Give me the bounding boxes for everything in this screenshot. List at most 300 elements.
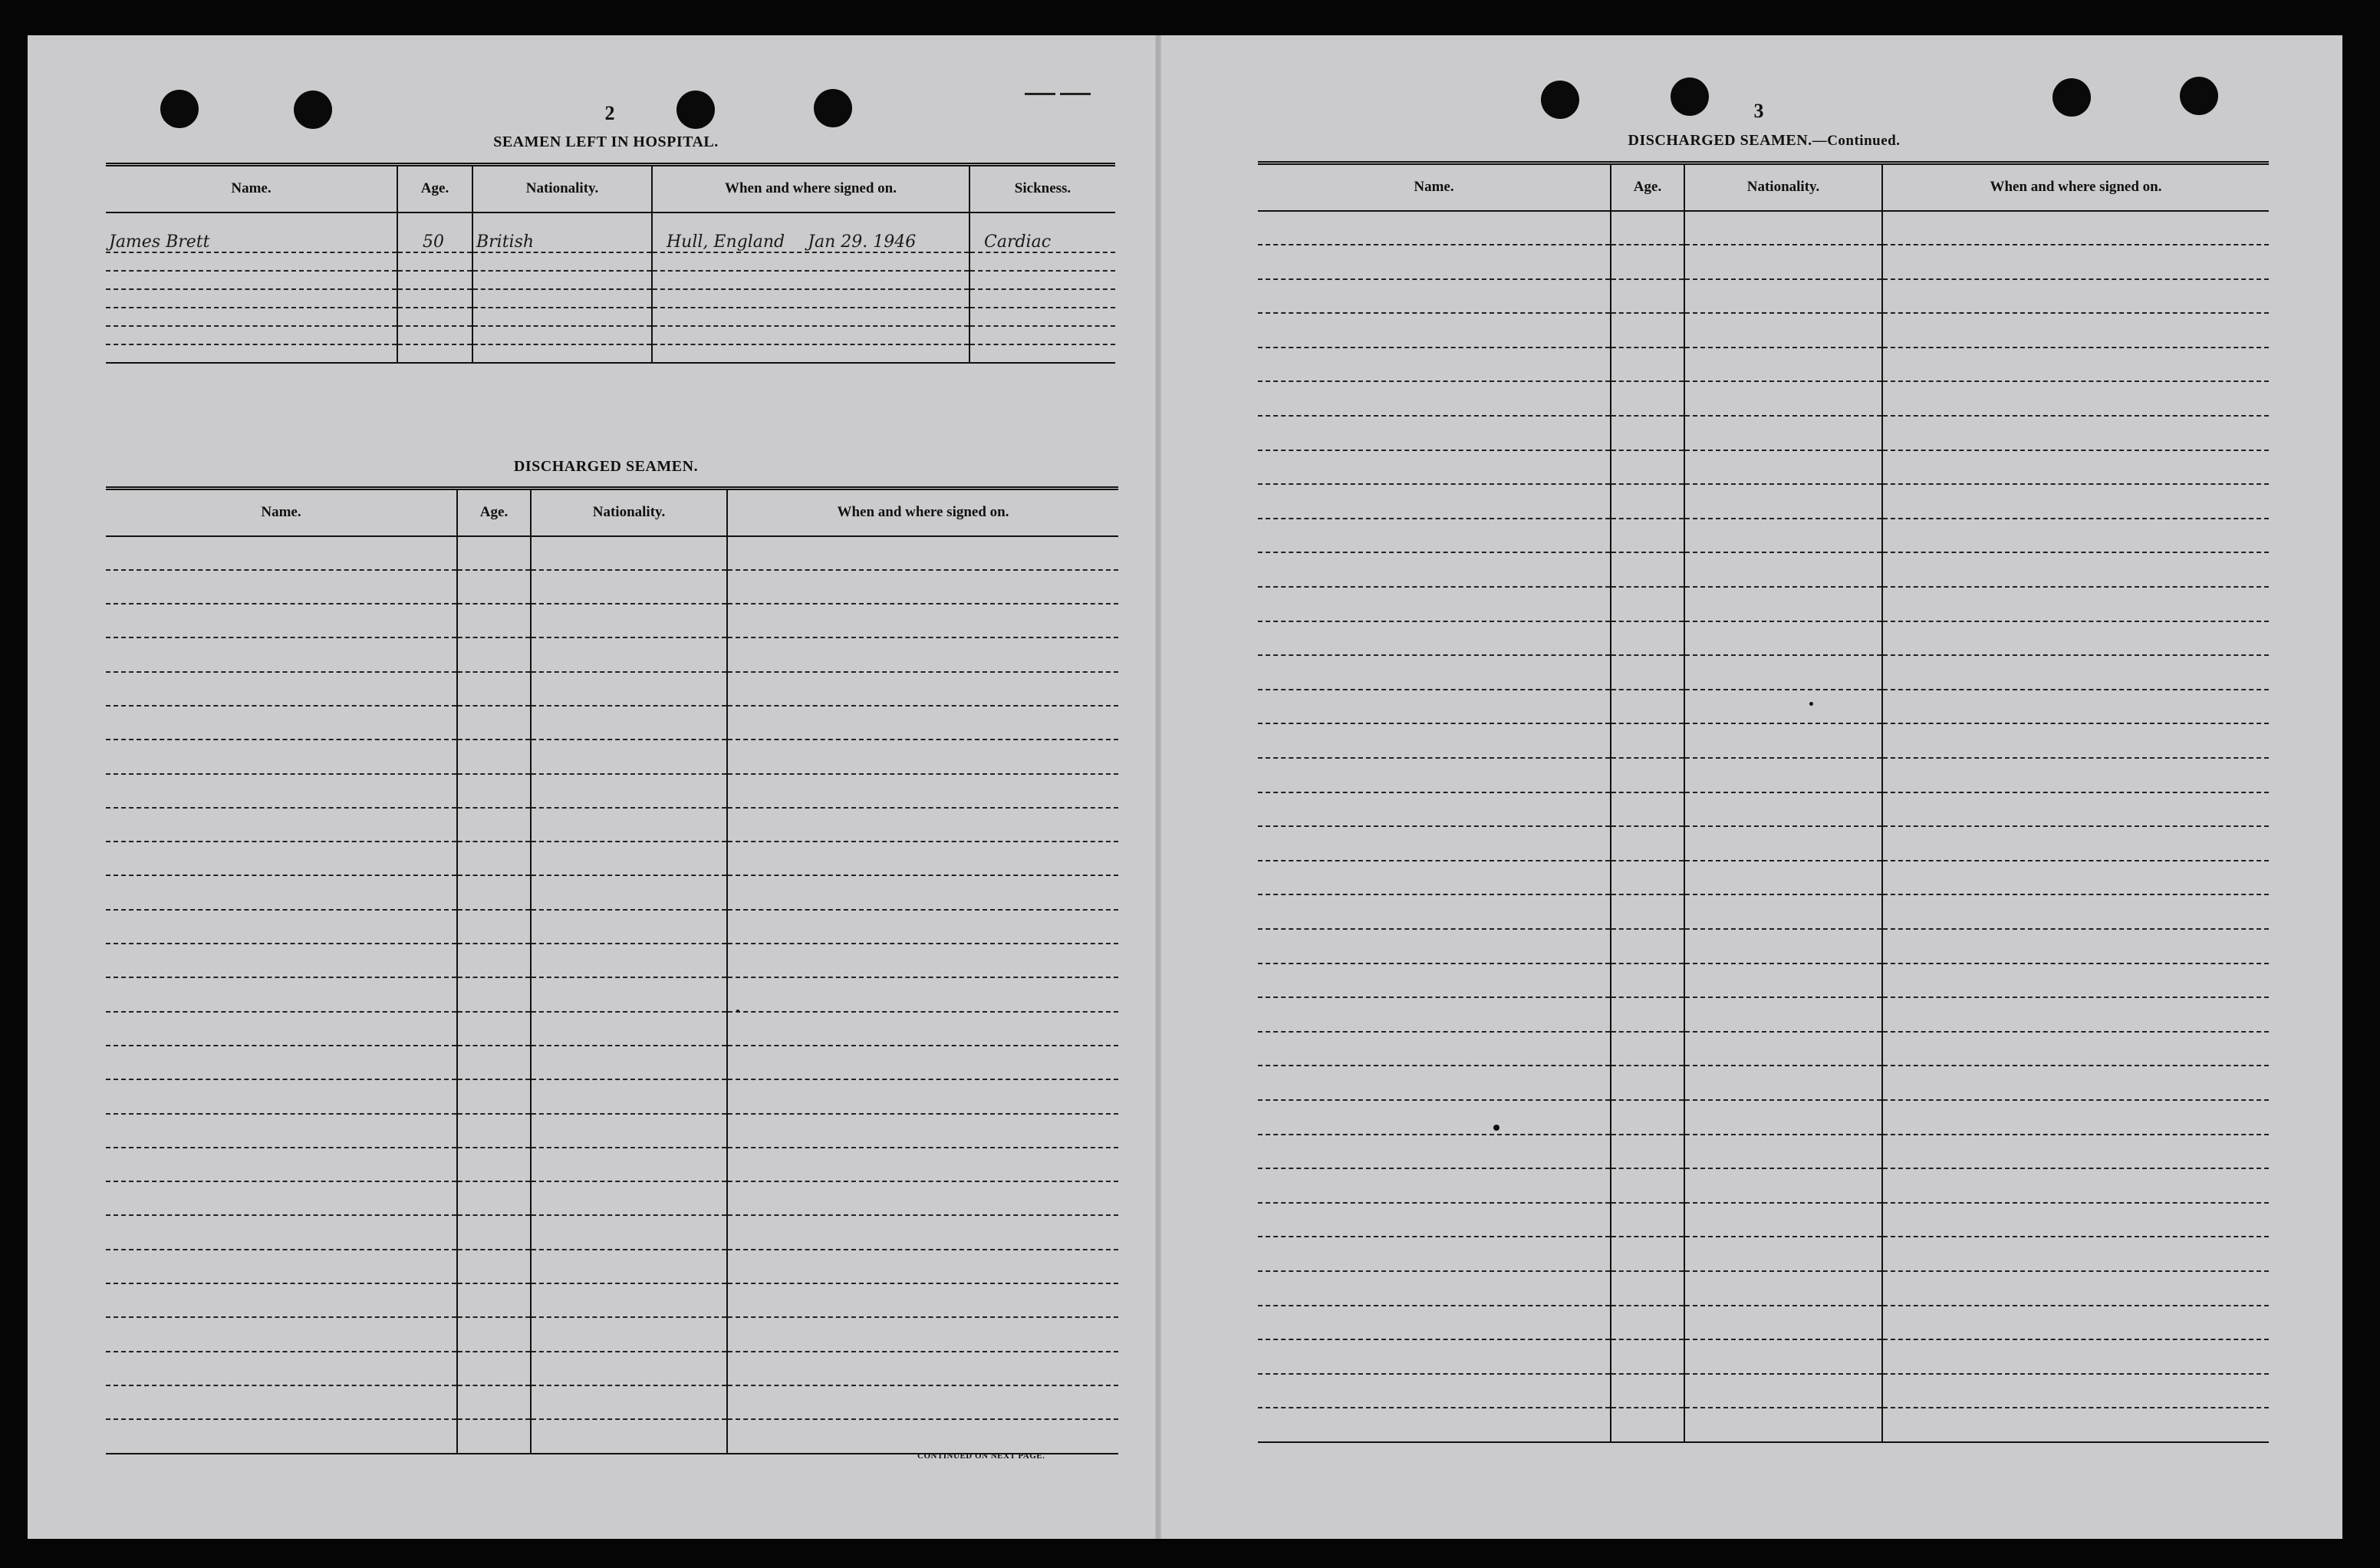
table-row — [106, 774, 1118, 808]
seaman-signed-on — [652, 212, 969, 252]
table-cell — [1258, 1237, 1611, 1271]
table-row — [106, 706, 1118, 740]
punch-hole — [814, 89, 852, 127]
table-cell — [1258, 826, 1611, 861]
seaman-nationality: British — [472, 212, 652, 252]
table-cell — [1611, 552, 1684, 587]
table-cell — [1882, 1408, 2269, 1442]
table-row — [1258, 1237, 2269, 1271]
table-cell — [106, 637, 457, 671]
table-cell — [1684, 1306, 1882, 1340]
table-cell — [1684, 1237, 1882, 1271]
seaman-sickness: Cardiac — [969, 212, 1115, 252]
table-cell — [1258, 1168, 1611, 1203]
table-row — [1258, 381, 2269, 416]
table-cell — [1258, 1408, 1611, 1442]
table-cell — [1611, 723, 1684, 758]
table-cell — [1611, 758, 1684, 792]
table-cell — [1611, 313, 1684, 348]
table-cell — [1258, 655, 1611, 690]
table-cell — [1258, 552, 1611, 587]
table-cell — [1611, 1066, 1684, 1100]
table-cell — [727, 637, 1118, 671]
table-cell — [727, 910, 1118, 944]
table-cell — [531, 1114, 727, 1148]
table-cell — [457, 1012, 531, 1046]
table-row — [106, 212, 1115, 252]
table-cell — [1258, 997, 1611, 1032]
column-header-nationality: Nationality. — [531, 489, 727, 536]
table-cell — [1684, 1135, 1882, 1169]
column-header-sickness: Sickness. — [969, 165, 1115, 212]
table-row — [106, 672, 1118, 706]
table-row — [106, 977, 1118, 1011]
column-header-name: Name. — [1258, 163, 1611, 211]
discharged-continued-title: DISCHARGED SEAMEN.—Continued. — [1628, 132, 1901, 149]
table-cell — [1882, 1271, 2269, 1306]
table-row — [1258, 450, 2269, 485]
table-cell — [1684, 894, 1882, 929]
table-cell — [1258, 929, 1611, 964]
table-row — [106, 1215, 1118, 1249]
table-cell — [457, 1181, 531, 1215]
table-cell — [106, 740, 457, 773]
table-cell — [1258, 1135, 1611, 1169]
table-row — [1258, 929, 2269, 964]
table-cell — [1882, 723, 2269, 758]
table-cell — [727, 740, 1118, 773]
table-cell — [1611, 997, 1684, 1032]
table-cell — [106, 672, 457, 706]
table-cell — [457, 604, 531, 637]
table-cell — [1258, 279, 1611, 314]
table-cell — [457, 774, 531, 808]
table-cell — [457, 1215, 531, 1249]
table-cell — [1882, 313, 2269, 348]
column-header-nationality: Nationality. — [1684, 163, 1882, 211]
table-cell — [1882, 1374, 2269, 1408]
table-cell — [457, 1250, 531, 1283]
table-cell — [1882, 1168, 2269, 1203]
table-row — [106, 740, 1118, 773]
table-cell — [1258, 1271, 1611, 1306]
table-cell — [727, 570, 1118, 604]
table-cell — [531, 740, 727, 773]
table-cell — [531, 808, 727, 842]
table-cell — [531, 875, 727, 909]
table-cell — [531, 570, 727, 604]
hospital-table — [106, 163, 1115, 364]
table-cell — [1611, 484, 1684, 519]
table-cell — [531, 1317, 727, 1351]
table-cell — [1882, 279, 2269, 314]
table-cell — [457, 1046, 531, 1079]
column-header-nationality: Nationality. — [472, 165, 652, 212]
table-row — [106, 604, 1118, 637]
table-cell — [1258, 381, 1611, 416]
table-cell — [727, 1181, 1118, 1215]
column-header-signed-on: When and where signed on. — [652, 165, 969, 212]
table-row — [1258, 313, 2269, 348]
table-cell — [1882, 826, 2269, 861]
table-cell — [1684, 552, 1882, 587]
column-header-age: Age. — [397, 165, 472, 212]
table-cell — [1684, 929, 1882, 964]
table-cell — [1882, 416, 2269, 450]
table-cell — [457, 1079, 531, 1113]
discharged-section-title: DISCHARGED SEAMEN. — [513, 458, 699, 475]
table-cell — [457, 1419, 531, 1453]
table-cell — [457, 1114, 531, 1148]
table-cell — [1882, 1237, 2269, 1271]
table-cell — [1882, 1339, 2269, 1374]
table-cell — [531, 1283, 727, 1317]
table-cell — [1258, 861, 1611, 895]
column-header-name: Name. — [106, 489, 457, 536]
table-cell — [1684, 1203, 1882, 1237]
table-cell — [531, 536, 727, 570]
signed-on-place: Hull, England — [667, 232, 785, 252]
table-cell — [457, 637, 531, 671]
table-cell — [531, 1250, 727, 1283]
table-cell — [727, 536, 1118, 570]
table-cell — [1611, 348, 1684, 382]
table-row — [1258, 1135, 2269, 1169]
table-row — [1258, 758, 2269, 792]
table-cell — [1258, 894, 1611, 929]
seaman-age: 50 — [397, 212, 472, 252]
table-cell — [457, 672, 531, 706]
table-cell — [727, 1114, 1118, 1148]
table-row — [1258, 348, 2269, 382]
table-cell — [1611, 1135, 1684, 1169]
punch-hole — [2052, 78, 2091, 117]
table-cell — [1258, 313, 1611, 348]
table-cell — [1684, 1100, 1882, 1135]
table-row — [1258, 1339, 2269, 1374]
table-cell — [457, 706, 531, 740]
table-row — [106, 1079, 1118, 1113]
table-cell — [727, 1385, 1118, 1419]
table-cell — [1684, 997, 1882, 1032]
table-row — [1258, 416, 2269, 450]
table-row — [1258, 861, 2269, 895]
ink-mark — [1060, 93, 1091, 95]
table-cell — [106, 1148, 457, 1181]
table-cell — [1882, 348, 2269, 382]
table-row — [106, 1046, 1118, 1079]
table-row — [1258, 826, 2269, 861]
table-cell — [727, 706, 1118, 740]
table-cell — [106, 774, 457, 808]
table-cell — [1258, 519, 1611, 553]
table-cell — [1684, 792, 1882, 827]
table-cell — [457, 536, 531, 570]
table-cell — [1882, 1066, 2269, 1100]
table-cell — [457, 1148, 531, 1181]
table-row — [106, 1250, 1118, 1283]
table-cell — [1684, 381, 1882, 416]
table-cell — [1882, 929, 2269, 964]
table-row — [106, 1352, 1118, 1385]
table-cell — [1882, 997, 2269, 1032]
table-row — [106, 1181, 1118, 1215]
table-row — [106, 1317, 1118, 1351]
table-cell — [1684, 861, 1882, 895]
table-cell — [1611, 1168, 1684, 1203]
table-cell — [727, 1215, 1118, 1249]
table-cell — [1684, 450, 1882, 485]
column-header-signed-on: When and where signed on. — [1882, 163, 2269, 211]
table-cell — [1611, 1408, 1684, 1442]
table-cell — [1611, 1339, 1684, 1374]
table-cell — [531, 672, 727, 706]
table-cell — [727, 944, 1118, 977]
table-cell — [531, 842, 727, 875]
table-row — [1258, 1032, 2269, 1066]
table-row — [1258, 1066, 2269, 1100]
table-cell — [1611, 826, 1684, 861]
table-cell — [457, 910, 531, 944]
hospital-section-title: SEAMEN LEFT IN HOSPITAL. — [493, 133, 719, 150]
table-cell — [1684, 621, 1882, 656]
table-cell — [1882, 1100, 2269, 1135]
table-cell — [1258, 484, 1611, 519]
table-cell — [1258, 587, 1611, 621]
table-row — [1258, 723, 2269, 758]
table-cell — [1882, 519, 2269, 553]
table-cell — [727, 1046, 1118, 1079]
table-cell — [1684, 313, 1882, 348]
table-cell — [106, 706, 457, 740]
table-cell — [1611, 1374, 1684, 1408]
table-cell — [1611, 587, 1684, 621]
table-cell — [1882, 450, 2269, 485]
page-number: 3 — [1753, 100, 1764, 122]
table-cell — [1258, 964, 1611, 998]
column-header-name: Name. — [106, 165, 397, 212]
table-cell — [457, 944, 531, 977]
table-cell — [531, 1148, 727, 1181]
table-row — [106, 1114, 1118, 1148]
table-cell — [727, 808, 1118, 842]
continued-note: CONTINUED ON NEXT PAGE. — [917, 1451, 1045, 1461]
table-cell — [727, 672, 1118, 706]
table-cell — [1882, 1306, 2269, 1340]
punch-hole — [294, 91, 332, 129]
table-cell — [727, 1283, 1118, 1317]
table-row — [1258, 552, 2269, 587]
ink-mark — [1025, 93, 1055, 95]
table-cell — [727, 774, 1118, 808]
table-cell — [1684, 690, 1882, 724]
table-cell — [457, 1317, 531, 1351]
table-row — [1258, 211, 2269, 245]
table-cell — [1258, 348, 1611, 382]
table-cell — [1684, 1168, 1882, 1203]
table-cell — [531, 637, 727, 671]
table-row — [1258, 655, 2269, 690]
table-cell — [106, 875, 457, 909]
table-cell — [1258, 792, 1611, 827]
table-cell — [1882, 484, 2269, 519]
table-cell — [1258, 416, 1611, 450]
table-row — [1258, 1203, 2269, 1237]
table-cell — [1611, 621, 1684, 656]
table-row — [106, 1148, 1118, 1181]
punch-hole — [676, 91, 715, 129]
table-cell — [1684, 348, 1882, 382]
table-cell — [727, 604, 1118, 637]
table-cell — [727, 1148, 1118, 1181]
table-cell — [1611, 1032, 1684, 1066]
table-cell — [1611, 655, 1684, 690]
table-cell — [1611, 279, 1684, 314]
table-cell — [1882, 381, 2269, 416]
table-row — [106, 875, 1118, 909]
table-cell — [106, 1114, 457, 1148]
table-cell — [1611, 381, 1684, 416]
table-cell — [1611, 861, 1684, 895]
column-header-age: Age. — [1611, 163, 1684, 211]
table-cell — [531, 1079, 727, 1113]
punch-hole — [1671, 77, 1709, 116]
table-row — [1258, 621, 2269, 656]
table-row — [106, 1385, 1118, 1419]
table-cell — [1684, 519, 1882, 553]
table-cell — [727, 1419, 1118, 1453]
table-cell — [457, 842, 531, 875]
table-cell — [1882, 1203, 2269, 1237]
table-cell — [1258, 1339, 1611, 1374]
table-cell — [457, 1352, 531, 1385]
table-cell — [1684, 655, 1882, 690]
table-cell — [1258, 1203, 1611, 1237]
table-cell — [106, 1283, 457, 1317]
table-cell — [106, 1250, 457, 1283]
table-cell — [1611, 1237, 1684, 1271]
table-row — [1258, 1374, 2269, 1408]
table-cell — [1684, 1271, 1882, 1306]
seaman-name: James Brett — [106, 212, 397, 252]
table-cell — [1684, 279, 1882, 314]
table-cell — [106, 1181, 457, 1215]
table-cell — [1684, 211, 1882, 245]
table-cell — [1684, 1032, 1882, 1066]
table-cell — [1611, 1100, 1684, 1135]
table-row — [106, 252, 1115, 271]
table-row — [1258, 894, 2269, 929]
table-cell — [1611, 690, 1684, 724]
table-cell — [1684, 758, 1882, 792]
table-row — [106, 308, 1115, 326]
table-cell — [1258, 1374, 1611, 1408]
table-cell — [457, 570, 531, 604]
table-cell — [1684, 826, 1882, 861]
table-row — [106, 271, 1115, 289]
table-cell — [1258, 211, 1611, 245]
table-cell — [106, 1215, 457, 1249]
table-cell — [1882, 587, 2269, 621]
table-cell — [531, 1181, 727, 1215]
table-cell — [457, 1283, 531, 1317]
table-cell — [106, 570, 457, 604]
table-cell — [1882, 655, 2269, 690]
table-cell — [106, 910, 457, 944]
punch-hole — [160, 90, 199, 128]
page-fold — [1155, 35, 1161, 1539]
table-cell — [1611, 1306, 1684, 1340]
table-cell — [1258, 723, 1611, 758]
table-row — [106, 289, 1115, 308]
table-cell — [106, 977, 457, 1011]
table-row — [106, 944, 1118, 977]
table-cell — [1882, 245, 2269, 279]
table-cell — [1882, 621, 2269, 656]
table-cell — [1258, 621, 1611, 656]
table-cell — [106, 1012, 457, 1046]
table-cell — [1611, 416, 1684, 450]
table-cell — [727, 842, 1118, 875]
table-cell — [531, 1352, 727, 1385]
table-row — [1258, 279, 2269, 314]
table-cell — [531, 1012, 727, 1046]
table-row — [106, 910, 1118, 944]
table-cell — [727, 1352, 1118, 1385]
table-cell — [106, 1079, 457, 1113]
signed-on-date: Jan 29. 1946 — [808, 232, 917, 252]
table-row — [1258, 587, 2269, 621]
table-cell — [106, 1317, 457, 1351]
table-row — [1258, 1100, 2269, 1135]
table-cell — [1611, 964, 1684, 998]
table-row — [106, 570, 1118, 604]
table-cell — [106, 1385, 457, 1419]
table-row — [1258, 997, 2269, 1032]
table-cell — [1258, 758, 1611, 792]
table-cell — [1684, 1066, 1882, 1100]
table-cell — [457, 875, 531, 909]
table-cell — [106, 944, 457, 977]
table-cell — [1882, 758, 2269, 792]
table-cell — [106, 1419, 457, 1453]
table-cell — [106, 808, 457, 842]
table-row — [1258, 964, 2269, 998]
table-cell — [106, 842, 457, 875]
table-cell — [531, 1419, 727, 1453]
table-row — [1258, 1168, 2269, 1203]
table-cell — [1882, 211, 2269, 245]
table-cell — [531, 910, 727, 944]
page-number: 2 — [604, 102, 615, 124]
table-cell — [1258, 1306, 1611, 1340]
table-cell — [531, 977, 727, 1011]
table-cell — [727, 875, 1118, 909]
table-cell — [1882, 1135, 2269, 1169]
punch-hole — [1541, 81, 1579, 119]
table-cell — [1882, 690, 2269, 724]
discharged-table — [106, 486, 1118, 1454]
table-cell — [1684, 723, 1882, 758]
table-cell — [1611, 519, 1684, 553]
table-cell — [1611, 211, 1684, 245]
table-cell — [1882, 792, 2269, 827]
table-cell — [1258, 245, 1611, 279]
table-cell — [457, 977, 531, 1011]
table-row — [106, 842, 1118, 875]
table-row — [106, 326, 1115, 344]
table-row — [1258, 1408, 2269, 1442]
